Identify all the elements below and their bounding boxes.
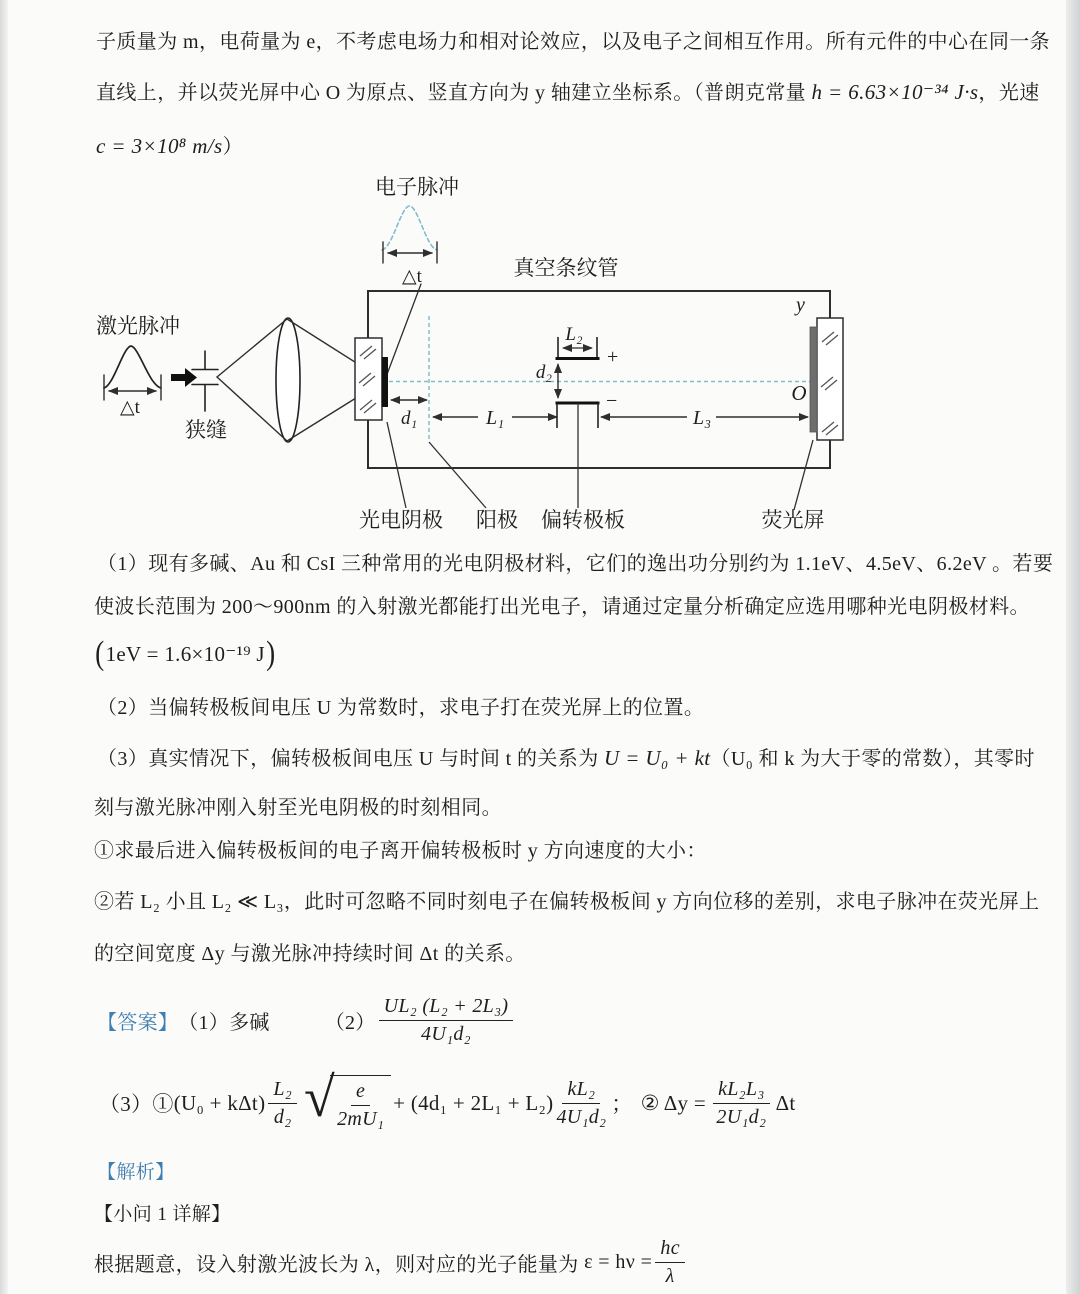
- question-3-pre: （3）真实情况下，偏转极板间电压 U 与时间 t 的关系为: [97, 748, 604, 770]
- question-3-sub-2-line-1-text: ②若 L₂ 小且 L₂ ≪ L₃，此时可忽略不同时刻电子在偏转极板间 y 方向位移的差别，求电子脉冲在荧光屏上: [94, 891, 1040, 913]
- question-1-line-1: [97, 551, 1053, 577]
- vacuum-tube-outline: [368, 291, 830, 468]
- L3-dimension: [601, 407, 808, 429]
- question-3-sub-2-line-2: [94, 941, 526, 967]
- question-3-sub-2-line-1: [94, 889, 1040, 915]
- answer-3-part-4: Δt: [775, 1090, 796, 1115]
- question-3-sub-2-line-2-text: 的空间宽度 Δy 与激光脉冲持续时间 Δt 的关系。: [94, 943, 526, 965]
- analysis-tag: [97, 1160, 175, 1186]
- screen-label: 荧光屏: [761, 508, 825, 532]
- L3-label: L₃: [692, 407, 712, 429]
- answer-line-1: [97, 986, 516, 1054]
- answer-2-numerator: UL₂ (L₂ + 2L₃): [379, 995, 514, 1021]
- electron-pulse-leader: [386, 284, 421, 377]
- y-axis-label: y: [796, 294, 805, 316]
- screen-strip: [810, 327, 817, 432]
- vacuum-tube-label: 真空条纹管: [513, 256, 619, 280]
- input-arrow: [171, 374, 185, 381]
- answer-tag: 【答案】: [97, 1011, 179, 1034]
- intro-line-1: [96, 29, 1050, 55]
- L2-label: L₂: [565, 324, 583, 345]
- intro-line-2: [96, 79, 1040, 106]
- electron-pulse-curve: [382, 206, 437, 250]
- d2-label: d₂: [535, 362, 552, 383]
- question-1-line-2-text: 使波长范围为 200～900nm 的入射激光都能打出光电子，请通过定量分析确定应选用哪种光电阴极材料。: [94, 596, 1030, 618]
- answer-3-label: （3）①: [99, 1092, 174, 1116]
- intro-line-2-post: ，光速: [978, 82, 1040, 104]
- answer-3-frac-1-den: d₂: [273, 1105, 292, 1128]
- question-1-ev-note: [94, 634, 277, 674]
- question-1-line-1-text: （1）现有多碱、Au 和 CsI 三种常用的光电阴极材料，它们的逸出功分别约为 1.1eV、4.5eV、6.2eV 。若要: [97, 553, 1054, 575]
- analysis-line-1-pre: 根据题意，设入射激光波长为 λ，则对应的光子能量为: [94, 1253, 585, 1276]
- laser-group: [96, 314, 384, 442]
- ev-open-paren: (: [95, 635, 105, 672]
- lens: [276, 318, 300, 442]
- electron-pulse-dt-label: △t: [402, 266, 422, 287]
- photon-energy-fraction: [655, 1237, 685, 1288]
- anode-label: 阳极: [476, 508, 518, 532]
- deflection-plates-group: [536, 324, 618, 428]
- radical-den: 2mU₁: [337, 1108, 385, 1130]
- question-2: [97, 695, 704, 721]
- intro-line-1-text: 子质量为 m，电荷量为 e，不考虑电场力和相对论效应，以及电子之间相互作用。所有元件的中心在同一条: [96, 31, 1051, 53]
- planck-constant-formula: h = 6.63×10⁻³⁴ J·s: [811, 80, 979, 104]
- laser-dt-label: △t: [120, 397, 140, 418]
- photocathode-group: [355, 338, 388, 420]
- answer-line-2: [99, 1066, 796, 1140]
- answer-3-frac-2-num: kL₂: [562, 1078, 600, 1104]
- photocathode-strip: [382, 357, 389, 407]
- electron-pulse-group: [375, 175, 459, 377]
- analysis-sub-1-heading: [94, 1202, 231, 1228]
- photon-energy-num: hc: [655, 1237, 685, 1263]
- question-3-line-1: [97, 745, 1035, 772]
- L1-label: L₁: [485, 407, 505, 429]
- deflection-plates-label: 偏转极板: [541, 508, 625, 532]
- analysis-line-1: [94, 1232, 688, 1292]
- question-3-line-2: [94, 795, 502, 821]
- question-3-sub-1-text: ①求最后进入偏转极板间的电子离开偏转极板时 y 方向速度的大小：: [94, 840, 707, 862]
- answer-3-part-3: Δy =: [663, 1090, 707, 1115]
- answer-3-fraction-1: [268, 1078, 297, 1129]
- intro-line-3: [96, 133, 243, 160]
- photon-energy-den: λ: [665, 1264, 675, 1287]
- answer-3-part-1: (U₀ + kΔt): [173, 1090, 266, 1115]
- answer-3-fraction-3: [713, 1078, 770, 1129]
- answer-3-frac-3-num: kL₂L₃: [713, 1078, 770, 1104]
- radical-sign: √: [304, 1067, 336, 1129]
- answer-2-fraction: [379, 995, 514, 1046]
- callout-leaders: [387, 403, 813, 510]
- analysis-tag-text: 【解析】: [97, 1162, 175, 1183]
- d1-label: d₁: [400, 408, 418, 429]
- answer-3-fraction-2: [556, 1078, 606, 1129]
- question-1-line-2: [94, 594, 1030, 620]
- laser-pulse-curve: [104, 346, 161, 388]
- light-speed-formula: c = 3×10⁸ m/s: [96, 134, 223, 158]
- question-3-post: （U₀ 和 k 为大于零的常数），其零时: [710, 748, 1035, 770]
- ev-close-paren: ): [266, 635, 276, 672]
- answer-3-separator: ；: [611, 1092, 633, 1116]
- answer-3-radical: [304, 1067, 391, 1131]
- intro-line-3-close: ）: [222, 136, 243, 158]
- photocathode-window: [355, 338, 382, 420]
- streak-tube-diagram: [0, 170, 1080, 535]
- slit-label: 狭缝: [185, 418, 227, 442]
- question-2-text: （2）当偏转极板间电压 U 为常数时，求电子打在荧光屏上的位置。: [97, 697, 705, 719]
- laser-pulse-label: 激光脉冲: [96, 314, 180, 338]
- radical-num: e: [351, 1080, 370, 1106]
- question-3-line-2-text: 刻与激光脉冲刚入射至光电阴极的时刻相同。: [94, 797, 502, 819]
- intro-line-2-pre: 直线上，并以荧光屏中心 O 为原点、竖直方向为 y 轴建立坐标系。（普朗克常量: [96, 82, 812, 104]
- screen-group: [791, 294, 843, 440]
- d1-dimension: [391, 400, 427, 429]
- question-3-sub-1: [94, 838, 707, 864]
- photocathode-label: 光电阴极: [359, 508, 443, 532]
- voltage-time-formula: U = U₀ + kt: [604, 746, 711, 770]
- answer-3-frac-1-num: L₂: [268, 1078, 297, 1104]
- answer-2-label: （2）: [324, 1011, 376, 1034]
- minus-sign: −: [606, 390, 618, 412]
- answer-3-frac-2-den: 4U₁d₂: [556, 1105, 607, 1128]
- plus-sign: +: [607, 346, 619, 368]
- answer-2-denominator: 4U₁d₂: [421, 1022, 471, 1045]
- photon-energy-eq: ε = hν =: [584, 1250, 653, 1273]
- answer-3-part-2: + (4d₁ + 2L₁ + L₂): [393, 1090, 554, 1115]
- answer-3-frac-3-den: 2U₁d₂: [716, 1105, 767, 1128]
- origin-label: O: [791, 381, 807, 405]
- L1-dimension: [433, 407, 557, 429]
- answer-3-sub-2-label: ②: [640, 1090, 660, 1115]
- electron-pulse-label: 电子脉冲: [375, 175, 459, 199]
- analysis-sub-1-heading-text: 【小问 1 详解】: [94, 1204, 231, 1225]
- ev-conversion: 1eV = 1.6×10⁻¹⁹ J: [105, 641, 265, 666]
- answer-1: （1）多碱: [178, 1011, 270, 1034]
